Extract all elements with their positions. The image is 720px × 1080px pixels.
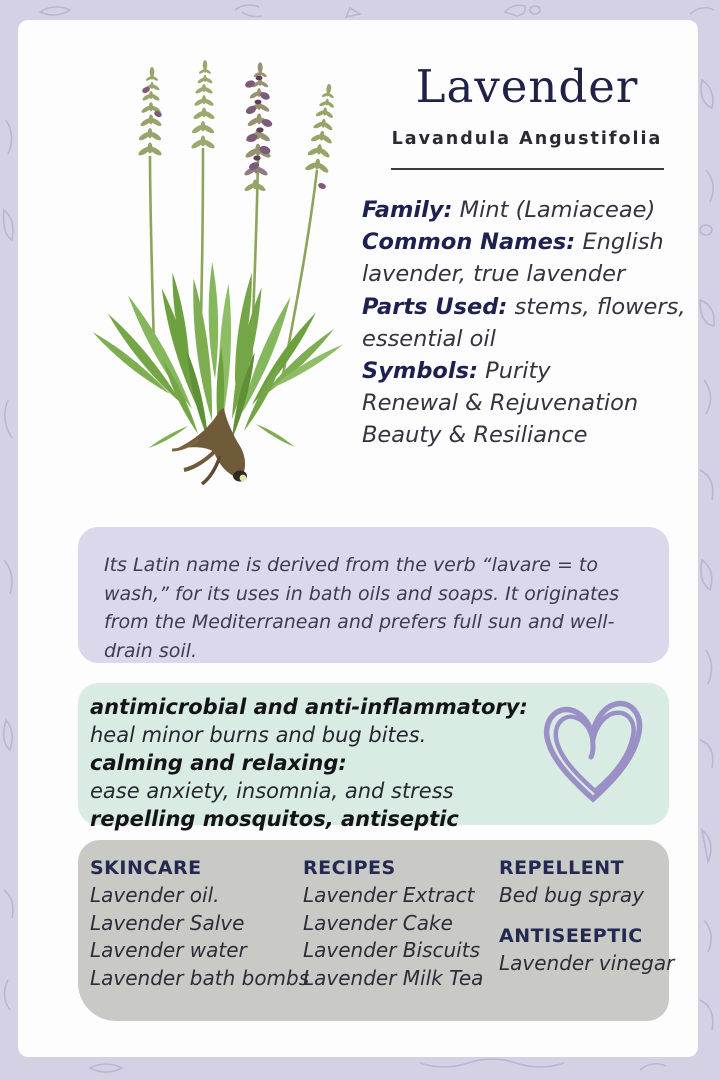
field-value: stems, flowers, essential oil <box>362 293 686 352</box>
benefit-heading: calming and relaxing: <box>90 750 347 775</box>
uses-heading: RECIPES <box>303 857 396 879</box>
uses-box <box>78 840 675 1021</box>
benefit-heading: antimicrobial and anti-inflammatory: <box>90 695 528 719</box>
etymology-fact-box <box>78 527 669 663</box>
uses-item: Bed bug spray <box>499 883 644 907</box>
uses-column-skincare <box>90 857 310 1021</box>
profile-field-parts-used <box>362 291 702 355</box>
field-value: English lavender, true lavender <box>362 229 664 288</box>
uses-heading: REPELLENT <box>499 857 625 879</box>
uses-item: Lavender Biscuits <box>303 938 480 963</box>
header-divider <box>391 168 664 170</box>
uses-heading: ANTISEEPTIC <box>499 924 643 947</box>
benefit-detail: ease anxiety, insomnia, and stress <box>90 778 454 803</box>
heart-doodle-icon <box>537 691 649 815</box>
latin-name-subtitle: Lavandula Angustifolia <box>391 129 663 149</box>
etymology-fact-text: Its Latin name is derived from the verb “lavare = to wash,” for its uses in bath oils and soaps. It originates from the Mediterranean and prefers full sun and well-drain soil. <box>104 554 620 662</box>
page-title: Lavender <box>415 60 639 113</box>
field-label: Family: <box>362 197 453 223</box>
uses-item: Lavender oil. <box>90 883 220 907</box>
uses-heading: SKINCARE <box>90 857 202 879</box>
symbols-extra-line: Beauty & Resiliance <box>362 422 588 449</box>
profile-field-common-names <box>362 226 702 290</box>
field-value: Mint (Lamiaceae) <box>459 197 656 223</box>
uses-item: Lavender Milk Tea <box>303 965 484 990</box>
uses-item: Lavender Salve <box>90 910 245 935</box>
profile-field-symbols <box>362 355 702 387</box>
uses-item: Lavender Cake <box>303 910 453 935</box>
uses-item: Lavender vinegar <box>499 950 675 975</box>
benefits-box <box>78 683 669 831</box>
uses-column-repellent-antiseptic <box>499 857 675 1021</box>
uses-item: Lavender water <box>90 938 247 963</box>
benefit-detail: heal minor burns and bug bites. <box>90 722 427 747</box>
plant-profile <box>362 194 702 451</box>
symbols-extra-line: Renewal & Rejuvenation <box>362 390 639 417</box>
uses-item: Lavender bath bombs <box>90 965 310 990</box>
uses-item: Lavender Extract <box>303 883 475 907</box>
lavender-plant-illustration <box>70 46 360 514</box>
profile-field-family <box>362 194 702 226</box>
uses-column-recipes <box>303 857 499 1021</box>
field-value: Purity <box>485 357 551 384</box>
field-label: Common Names: <box>362 229 576 256</box>
benefit-heading: repelling mosquitos, antiseptic <box>90 806 459 831</box>
header <box>362 60 692 170</box>
field-label: Parts Used: <box>362 293 508 320</box>
field-label: Symbols: <box>362 357 478 384</box>
